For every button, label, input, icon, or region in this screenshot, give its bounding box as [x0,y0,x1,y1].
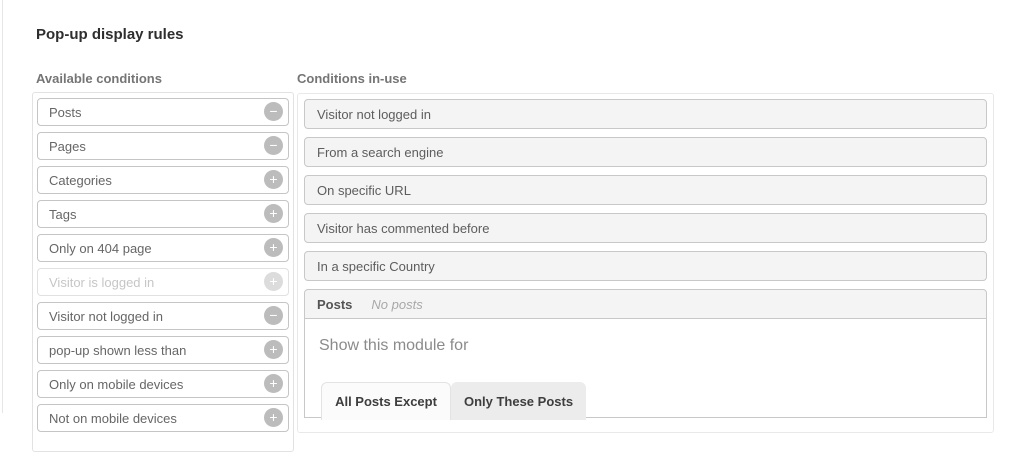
condition-label: Categories [49,172,112,188]
available-condition-categories[interactable] [37,166,289,194]
available-conditions-header: Available conditions [36,71,162,86]
remove-condition-button[interactable]: − [264,136,283,155]
posts-condition-group [304,289,987,418]
available-condition-pages[interactable] [37,132,289,160]
tab-all-posts-except[interactable]: All Posts Except [321,382,451,420]
posts-label: Posts [317,296,353,312]
available-condition-not-mobile[interactable] [37,404,289,432]
available-conditions-list [32,92,294,452]
condition-label: Only on mobile devices [49,376,184,392]
condition-label: Visitor has commented before [317,220,490,236]
remove-condition-button[interactable]: − [264,102,283,121]
tab-only-these-posts[interactable]: Only These Posts [451,382,586,420]
condition-label: pop-up shown less than [49,342,187,358]
add-condition-button[interactable]: + [264,204,283,223]
condition-label: Visitor not logged in [49,308,163,324]
available-condition-tags[interactable] [37,200,289,228]
add-condition-button[interactable]: + [264,340,283,359]
condition-label: In a specific Country [317,258,435,274]
condition-label: Posts [49,104,82,120]
available-condition-404-page[interactable] [37,234,289,262]
available-condition-visitor-logged-in [37,268,289,296]
page-title: Pop-up display rules [36,26,184,43]
available-condition-visitor-not-logged-in[interactable] [37,302,289,330]
conditions-in-use-panel [297,93,994,433]
add-condition-button[interactable]: + [264,238,283,257]
condition-label: Tags [49,206,77,222]
posts-condition-header[interactable] [304,289,987,319]
condition-label: Visitor not logged in [317,106,431,122]
conditions-in-use-header: Conditions in-use [297,71,407,86]
condition-label: On specific URL [317,182,411,198]
posts-tabs [321,382,586,420]
condition-label: From a search engine [317,144,444,160]
add-condition-button: + [264,272,283,291]
condition-label: Not on mobile devices [49,410,177,426]
condition-label: Visitor is logged in [49,274,155,290]
condition-in-use-search-engine[interactable] [304,137,987,167]
no-posts-status: No posts [371,296,423,312]
condition-in-use-specific-url[interactable] [304,175,987,205]
condition-label: Only on 404 page [49,240,152,256]
condition-in-use-visitor-not-logged-in[interactable] [304,99,987,129]
available-condition-popup-shown-less-than[interactable] [37,336,289,364]
add-condition-button[interactable]: + [264,374,283,393]
show-module-for-label: Show this module for [319,337,469,354]
add-condition-button[interactable]: + [264,408,283,427]
condition-in-use-commented-before[interactable] [304,213,987,243]
remove-condition-button[interactable]: − [264,306,283,325]
posts-condition-content [304,319,987,418]
panel-left-edge [2,0,3,413]
condition-in-use-specific-country[interactable] [304,251,987,281]
available-condition-only-mobile[interactable] [37,370,289,398]
available-condition-posts[interactable] [37,98,289,126]
add-condition-button[interactable]: + [264,170,283,189]
condition-label: Pages [49,138,86,154]
